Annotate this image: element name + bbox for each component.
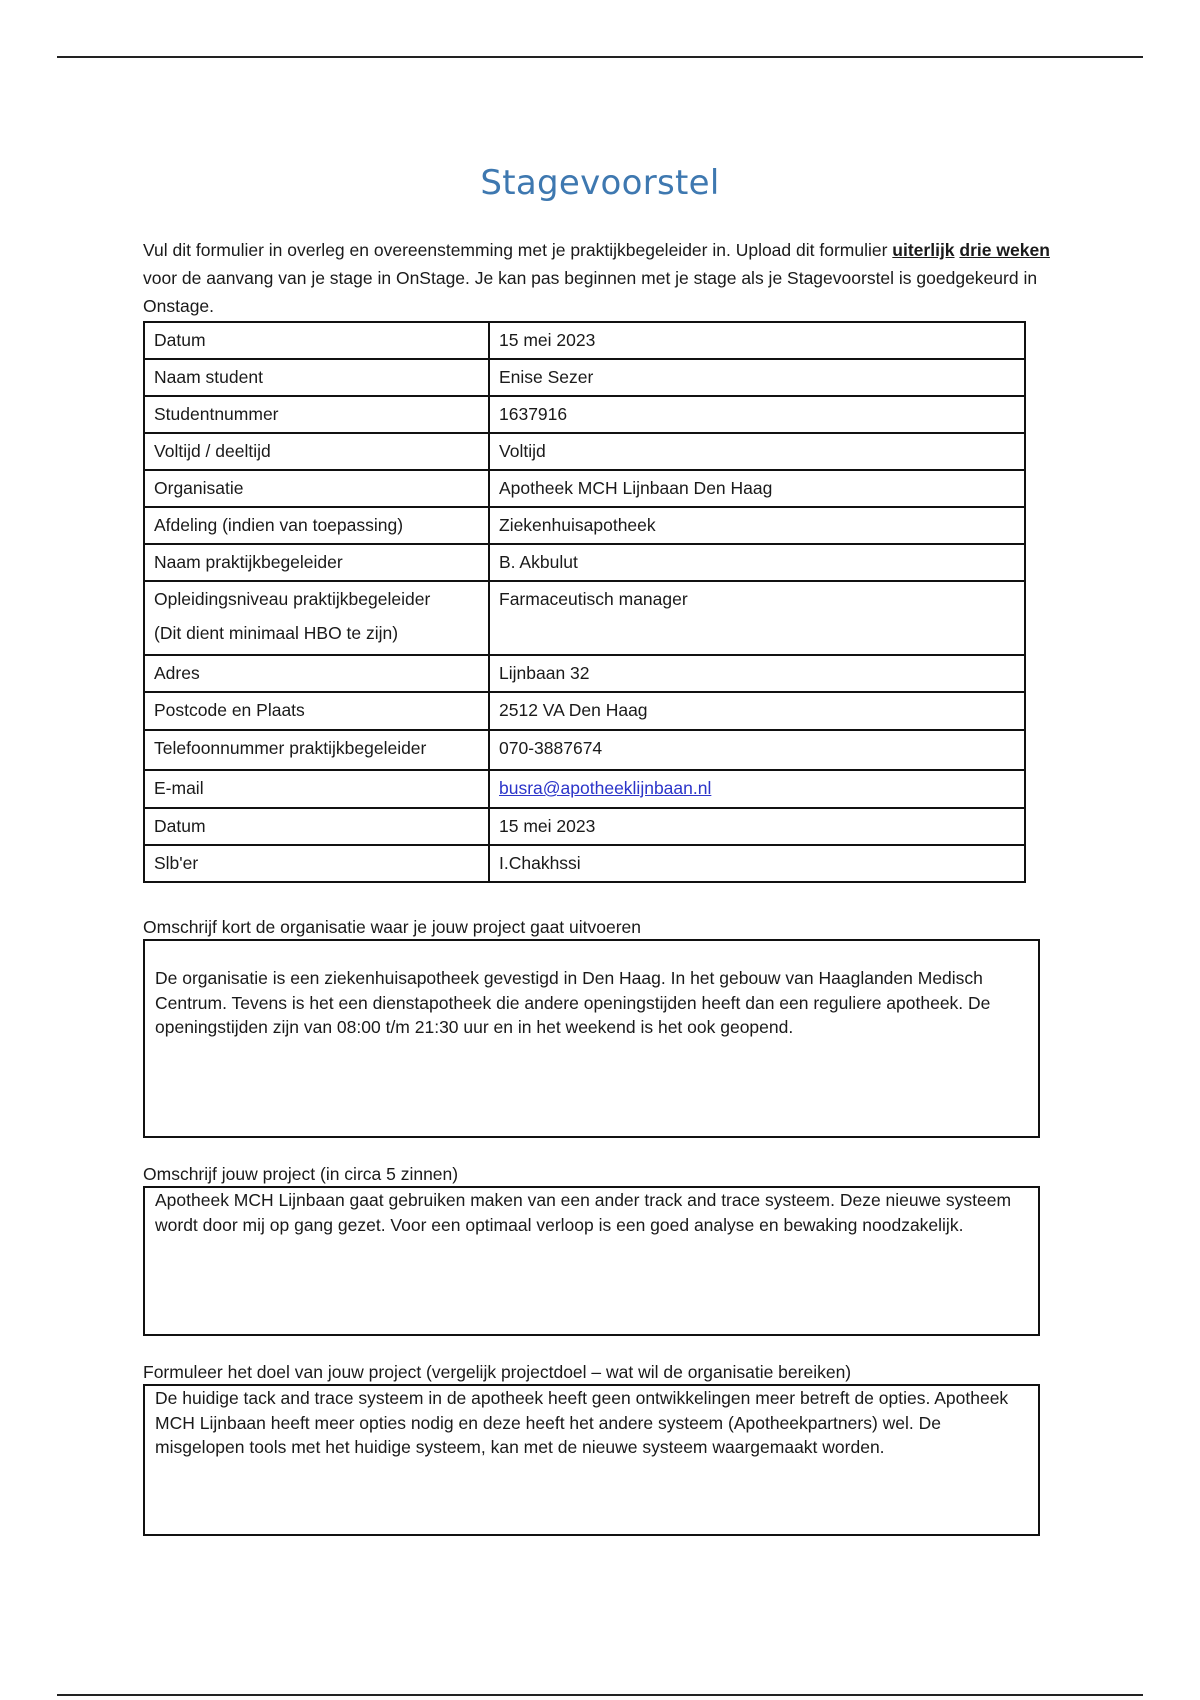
organisation-description-label: Omschrijf kort de organisatie waar je jouw project gaat uitvoeren (143, 917, 642, 937)
row-value[interactable]: Apotheek MCH Lijnbaan Den Haag (489, 470, 1025, 507)
project-goal-box[interactable]: De huidige tack and trace systeem in de apotheek heeft geen ontwikkelingen meer betreft de opties. Apotheek MCH Lijnbaan heeft meer opties nodig en deze heeft het andere systeem (Apotheekpartners) wel. De misgelopen tools met het huidige systeem, kan met de nieuwe systeem waargemaakt worden. (143, 1384, 1040, 1536)
row-value[interactable]: 2512 VA Den Haag (489, 692, 1025, 730)
project-goal-label: Formuleer het doel van jouw project (vergelijk projectdoel – wat wil de organisatie bereiken) (143, 1362, 852, 1382)
row-value[interactable]: Enise Sezer (489, 359, 1025, 396)
table-row (144, 730, 1025, 770)
table-row (144, 808, 1025, 845)
top-rule (57, 56, 1143, 58)
row-value[interactable] (489, 770, 1025, 808)
table-row (144, 692, 1025, 730)
row-label-note: (Dit dient minimaal HBO te zijn) (154, 623, 399, 643)
intro-text-1: Vul dit formulier in overleg en overeenstemming met je praktijkbegeleider in. Upload dit formulier (143, 240, 893, 260)
row-label: Telefoonnummer praktijkbegeleider (144, 730, 489, 770)
table-row (144, 433, 1025, 470)
page-title: Stagevoorstel (480, 163, 720, 203)
row-value[interactable]: I.Chakhssi (489, 845, 1025, 882)
project-description-label: Omschrijf jouw project (in circa 5 zinnen) (143, 1164, 459, 1184)
row-value[interactable]: 15 mei 2023 (489, 808, 1025, 845)
row-value[interactable]: 1637916 (489, 396, 1025, 433)
row-value[interactable]: B. Akbulut (489, 544, 1025, 581)
project-description-box[interactable]: Apotheek MCH Lijnbaan gaat gebruiken maken van een ander track and trace systeem. Deze nieuwe systeem wordt door mij op gang gezet. Voor een optimaal verloop is een goed analyse en bewaking noodzakelijk. (143, 1186, 1040, 1336)
table-row (144, 507, 1025, 544)
row-value[interactable]: 15 mei 2023 (489, 322, 1025, 359)
table-row (144, 359, 1025, 396)
row-label-main: Opleidingsniveau praktijkbegeleider (154, 589, 431, 609)
row-value[interactable]: Ziekenhuisapotheek (489, 507, 1025, 544)
table-row (144, 322, 1025, 359)
row-value[interactable]: Voltijd (489, 433, 1025, 470)
row-label: Adres (144, 655, 489, 692)
row-label: E-mail (144, 770, 489, 808)
table-row (144, 544, 1025, 581)
intro-text-2: voor de aanvang van je stage in OnStage. Je kan pas beginnen met je stage als je Stagevoorstel is goedgekeurd in Onstage. (143, 268, 1038, 316)
table-row (144, 655, 1025, 692)
info-table (143, 321, 1026, 883)
bottom-rule (57, 1694, 1143, 1696)
row-value[interactable]: Lijnbaan 32 (489, 655, 1025, 692)
row-label: Slb'er (144, 845, 489, 882)
row-label: Studentnummer (144, 396, 489, 433)
intro-emphasis-2: drie weken (959, 240, 1050, 260)
table-row (144, 581, 1025, 655)
intro-paragraph (143, 236, 1063, 320)
row-label: Postcode en Plaats (144, 692, 489, 730)
table-row (144, 470, 1025, 507)
row-value[interactable]: 070-3887674 (489, 730, 1025, 770)
row-label: Afdeling (indien van toepassing) (144, 507, 489, 544)
row-label: Datum (144, 808, 489, 845)
row-value[interactable]: Farmaceutisch manager (489, 581, 1025, 655)
table-row (144, 396, 1025, 433)
email-link[interactable]: busra@apotheeklijnbaan.nl (499, 778, 712, 798)
row-label (144, 581, 489, 655)
row-label: Datum (144, 322, 489, 359)
intro-emphasis-1: uiterlijk (892, 240, 955, 260)
table-row (144, 770, 1025, 808)
row-label: Naam student (144, 359, 489, 396)
organisation-description-box[interactable]: De organisatie is een ziekenhuisapotheek gevestigd in Den Haag. In het gebouw van Haaglanden Medisch Centrum. Tevens is het een dienstapotheek die andere openingstijden heeft dan een reguliere apotheek. De openingstijden zijn van 08:00 t/m 21:30 uur en in het weekend is het ook geopend. (143, 939, 1040, 1138)
row-label: Voltijd / deeltijd (144, 433, 489, 470)
table-row (144, 845, 1025, 882)
row-label: Naam praktijkbegeleider (144, 544, 489, 581)
row-label: Organisatie (144, 470, 489, 507)
